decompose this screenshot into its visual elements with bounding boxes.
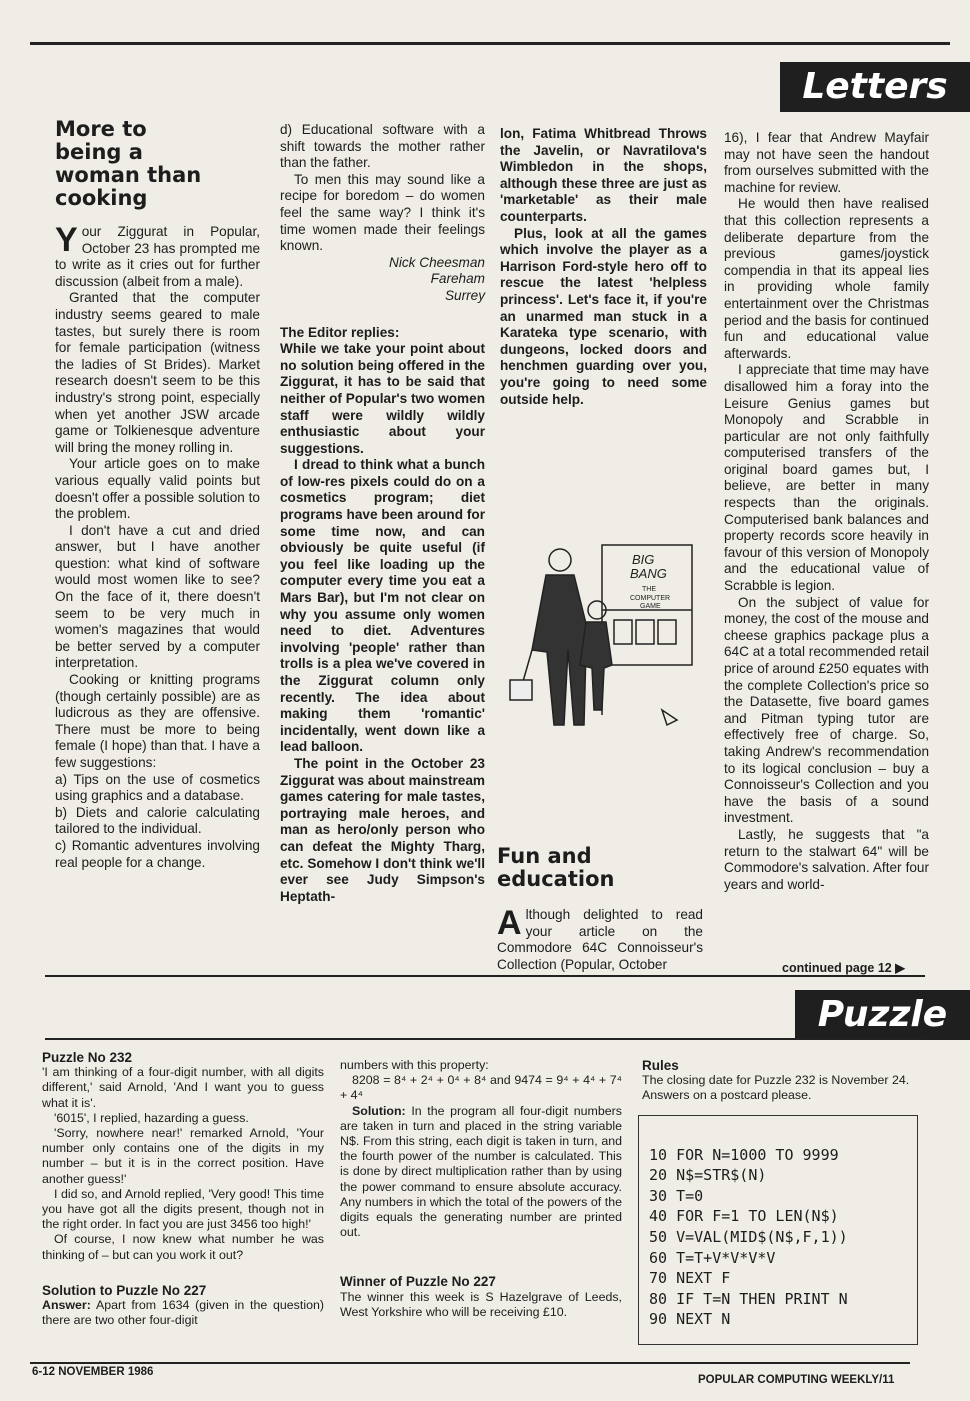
puzzle-section-header (795, 990, 970, 1040)
letter-paragraph: On the subject of value for money, the cost of the mouse and cheese graphics package plus a 64C at a total recommended retail price of around £250 equates with the complete Collection's price so the Datasette, five board games and Pitman typing tutor are effectively free of charge. So, taking Andrew's recommendation to its logical conclusion – buy a Connoisseur's Collection and you have the basis of a sound investment. (724, 594, 929, 826)
letter-paragraph: Granted that the computer industry seems geared to male tastes, but surely there is room for female participation (witness the ladies of St Brides). Market research doesn't seem to be this industry's strong point, especially when yet another JSW arcade game or Tolkienesque adventure will bring the money rolling in. (55, 290, 260, 455)
code-line: 80 IF T=N THEN PRINT N (649, 1289, 848, 1308)
letters-column-3 (500, 126, 707, 408)
code-line: 50 V=VAL(MID$(N$,F,1)) (649, 1227, 848, 1246)
letter-paragraph: Lastly, he suggests that "a return to the stalwart 64" will be Commodore's salvation. After four years and world- (724, 826, 929, 892)
solution-heading: Solution to Puzzle No 227 (42, 1282, 207, 1298)
rules-heading: Rules (642, 1058, 679, 1073)
signature-name: Nick Cheesman (389, 254, 485, 270)
letter-paragraph: Your article goes on to make various equally valid points but doesn't offer a possible solution to the problem. (55, 456, 260, 522)
puzzle-paragraph: 'I am thinking of a four-digit number, with all digits different,' said Arnold, 'And I want you to guess what it is'. (42, 1065, 324, 1110)
puzzle-paragraph: 'Sorry, nowhere near!' remarked Arnold, 'Your number only contains one of the digits in my number – but it is in the correct position. Have another guess!' (42, 1126, 324, 1186)
code-line: 40 FOR F=1 TO LEN(N$) (649, 1207, 839, 1226)
puzzle-paragraph: numbers with this property: (340, 1058, 489, 1072)
cartoon-illustration (502, 540, 702, 740)
rules-text: The closing date for Puzzle 232 is November 24. Answers on a postcard please. (642, 1073, 910, 1103)
cartoon-sign-the: THE (642, 586, 656, 593)
code-line: 10 FOR N=1000 TO 9999 (649, 1145, 839, 1164)
code-listing (638, 1115, 918, 1345)
formula: 8208 = 8⁴ + 2⁴ + 0⁴ + 8⁴ and 9474 = 9⁴ + 4⁴ + 7⁴ + 4⁴ (340, 1073, 622, 1103)
puzzle-column-1 (42, 1050, 324, 1328)
letters-column-3b (497, 845, 703, 973)
list-item: b) Diets and calorie calculating tailored to the individual. (55, 804, 260, 837)
letters-section-header (780, 62, 970, 112)
letter-paragraph: 16), I fear that Andrew Mayfair may not have seen the handout from ourselves submitted with the machine for review. (724, 130, 929, 195)
winner-text: The winner this week is S Hazelgrave of Leeds, West Yorkshire who will be receiving £10. (340, 1289, 622, 1319)
drop-cap: Y (55, 221, 78, 259)
letters-title: Letters (802, 66, 948, 107)
headline: More to being a woman than cooking (55, 117, 202, 210)
cartoon-sign-bang: BANG (630, 566, 667, 581)
puzzle-column-3 (642, 1058, 924, 1104)
letter-paragraph: lthough delighted to read your article on the Commodore 64C Connoisseur's Collection (Popular, October (497, 907, 703, 972)
continued-link[interactable]: continued page 12 ▶ (782, 961, 905, 975)
letter-paragraph: I appreciate that time may have disallowed him a foray into the Leisure Genius games but Monopoly and Scrabble in particular are not only faithfully computerised transfers of the original board games but, I believe, are better in many respects than the originals. Computerised bank balances and property records score heavily in favour of this version of Monopoly and the educational value of Scrabble is legion. (724, 362, 929, 594)
editor-paragraph: lon, Fatima Whitbread Throws the Javelin, or Navratilova's Wimbledon in the shops, although these three are just as 'marketable' as their male counterparts. (500, 126, 707, 224)
winner-heading: Winner of Puzzle No 227 (340, 1274, 496, 1290)
editor-paragraph: The point in the October 23 Ziggurat was about mainstream games catering for male tastes, portraying male heroes, and man as hero/only person who can defeat the Mighty Tharg, etc. Somehow I don't think we'll ever see Judy Simpson's Heptath- (280, 755, 485, 904)
cartoon-sign-game: GAME (640, 603, 661, 610)
editor-heading: The Editor replies: (280, 324, 400, 340)
list-item: a) Tips on the use of cosmetics using graphics and a database. (55, 771, 260, 804)
letter-paragraph: our Ziggurat in Popular, October 23 has prompted me to write as it cries out for further discussion (albeit from a male). (55, 224, 260, 289)
solution-text: In the program all four-digit numbers are taken in turn and placed in the string variable N$. From this string, each digit is taken in turn, and the fourth power of the number is calculated. This is done by direct multiplication rather than by using the power command to ensure absolute accuracy. Any numbers in which the total of the powers of the digits equals the generating number are printed out. (340, 1103, 622, 1240)
letter-paragraph: I don't have a cut and dried answer, but I have another question: what kind of software would most women like to see? On the face of it, there doesn't seem to be very much in women's magazines that would be better served by a computer interpretation. (55, 522, 260, 671)
headline-2: Fun and education (497, 844, 615, 891)
footer-page: POPULAR COMPUTING WEEKLY/11 (698, 1374, 895, 1386)
editor-paragraph: While we take your point about no solution being offered in the Ziggurat, it has to be said that neither of Popular's two women staff were wildly wildly enthusiastic about your suggestions. (280, 341, 485, 456)
letters-bottom-rule (45, 975, 925, 977)
footer-date: 6-12 NOVEMBER 1986 (32, 1366, 154, 1378)
solution-label: Solution: (352, 1103, 406, 1118)
puzzle-top-rule (45, 1038, 925, 1040)
code-line: 70 NEXT F (649, 1269, 731, 1288)
editor-paragraph: I dread to think what a bunch of low-res pixels could do on a cosmetics program; diet programs have been around for some time now, and can obviously be quite useful (if you feel like loading up the computer every time you eat a Mars Bar), but I'm not clear on why you assume only women need to diet. Adventures involving 'people' rather than trolls is a plea we've covered in the Ziggurat column only recently. The idea about making them 'romantic' incidentally, went down like a lead balloon. (280, 457, 485, 755)
code-line: 20 N$=STR$(N) (649, 1166, 767, 1185)
puzzle-heading: Puzzle No 232 (42, 1050, 133, 1065)
cartoon-sign-computer: COMPUTER (630, 595, 671, 602)
letters-column-1 (55, 118, 260, 871)
list-item: c) Romantic adventures involving real people for a change. (55, 837, 260, 870)
letter-paragraph: He would then have realised that this collection represents a deliberate departure from the previous games/joystick compendia in that its appeal lies in providing whole family entertainment over the Christmas period and the basis for continued fun and educational value afterwards. (724, 196, 929, 361)
answer-text: Apart from 1634 (given in the question) there are two other four-digit (42, 1298, 324, 1328)
puzzle-paragraph: Of course, I now knew what number he was thinking of – but can you work it out? (42, 1232, 324, 1262)
footer-rule (30, 1362, 910, 1364)
puzzle-paragraph: '6015', I replied, hazarding a guess. (54, 1110, 249, 1125)
signature-county: Surrey (444, 287, 485, 303)
letter-paragraph: Cooking or knitting programs (though certainly possible) are as ludicrous as they are offensive. There must be more to being female (I hope) than that. I have a few suggestions: (55, 672, 260, 770)
letters-column-2 (280, 122, 485, 905)
puzzle-column-2 (340, 1058, 622, 1320)
list-item: d) Educational software with a shift towards the mother rather than the father. (280, 122, 485, 171)
code-line: 90 NEXT N (649, 1310, 731, 1329)
code-line: 60 T=T+V*V*V*V (649, 1248, 776, 1267)
drop-cap: A (497, 904, 522, 942)
answer-label: Answer: (42, 1298, 91, 1313)
puzzle-title: Puzzle (817, 994, 948, 1035)
letter-paragraph: To men this may sound like a recipe for boredom – do women feel the same way? I think it's time women made their feelings known. (280, 171, 485, 254)
puzzle-paragraph: I did so, and Arnold replied, 'Very good! This time you have got all the digits present, though not in the right order. In fact you are just 3456 too high!' (42, 1186, 324, 1232)
top-rule (30, 42, 950, 45)
letters-column-4 (724, 130, 929, 893)
cartoon-sign-big: BIG (632, 552, 655, 567)
editor-paragraph: Plus, look at all the games which involve the player as a Harrison Ford-style hero off to rescue the latest 'helpless princess'. Let's face it, if you're an unarmed man stuck in a Karateka type scenario, with dungeons, locked doors and henchmen guarding over you, you're going to need some outside help. (500, 225, 707, 407)
code-line: 30 T=0 (649, 1186, 704, 1205)
signature-town: Fareham (430, 271, 485, 287)
